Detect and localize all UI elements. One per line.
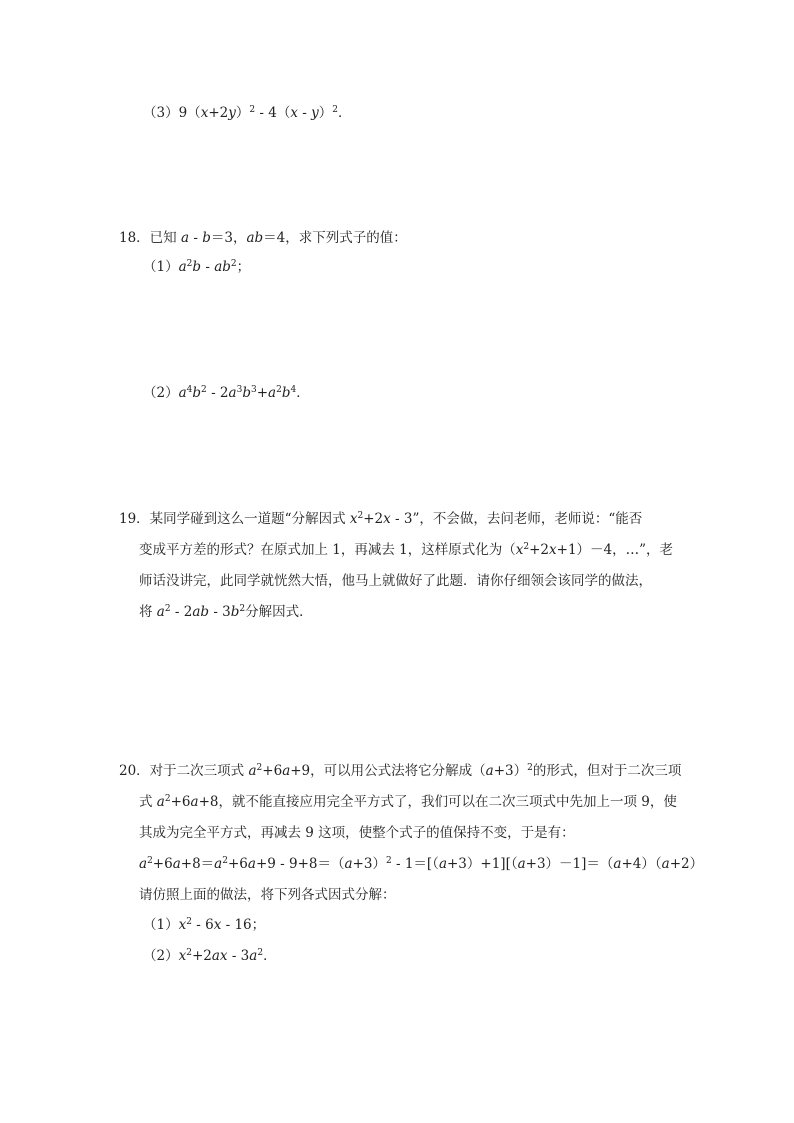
question-19-line-1: 19．某同学碰到这么一道题“分解因式 $x^2+2x - 3$”，不会做，去问老师，老师说：“能否 [119, 511, 643, 527]
question-19-line-4: 将 $a^2 - 2ab - 3b^2$分解因式． [139, 604, 313, 620]
question-20-worked-example: $a^2+6a+8=a^2+6a+9 - 9+8=(a+3)^2 - 1=[(a+3)+1][(a+3)-1]=(a+4)(a+2)$ [139, 856, 704, 872]
question-20-line-3: 其成为完全平方式，再减去 9 这项，使整个式子的值保持不变，于是有： [139, 825, 575, 841]
question-17-part-3: $(3)9(x+2y)^2 - 4(x - y)^2$． [143, 105, 352, 121]
question-20-part-2: $(2)x^2+2ax - 3a^2$． [143, 948, 277, 964]
question-20-part-1: $(1)x^2 - 6x - 16$； [143, 917, 266, 933]
question-18-part-1: $(1)a^2b - ab^2$； [143, 259, 251, 275]
question-20-line-2: 式 $a^2+6a+8$，就不能直接应用完全平方式了，我们可以在二次三项式中先加上一项 9，使 [139, 794, 677, 810]
question-19-line-3: 师话没讲完，此同学就恍然大悟，他马上就做好了此题．请你仔细领会该同学的做法， [139, 573, 652, 589]
question-18-part-2: $(2)a^4b^2 - 2a^3b^3+a^2b^4$． [143, 385, 310, 401]
question-18-stem: 18．已知 a - b＝3，ab＝4，求下列式子的值： [119, 230, 407, 246]
question-19-line-2: 变成平方差的形式？在原式加上 1，再减去 1，这样原式化为$(x^2+2x+1)-4$，…”，老 [139, 542, 674, 558]
question-20-line-1: 20．对于二次三项式 $a^2+6a+9$，可以用公式法将它分解成$(a+3)^2$的形式，但对于二次三项 [119, 763, 682, 779]
question-20-instruction: 请仿照上面的做法，将下列各式因式分解： [139, 887, 396, 903]
